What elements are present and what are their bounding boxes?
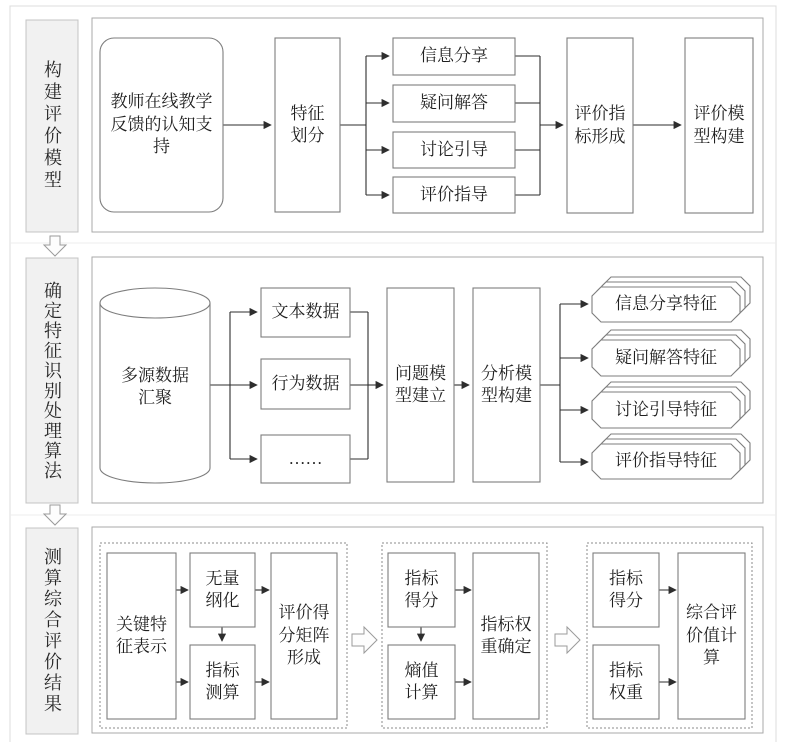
node-model-construction-label: 评价模 型构建	[693, 104, 745, 146]
node-indicator-calc-label: 指标 测算	[205, 660, 240, 702]
node-indicator-score-3-label: 指标 得分	[609, 568, 643, 610]
node-category-4-label: 评价指导	[420, 184, 488, 204]
node-problem-model-label: 问题模 型建立	[395, 363, 446, 405]
node-composite-calc-label: 综合评 价值计 算	[686, 603, 737, 668]
node-indicator-calc	[190, 645, 255, 719]
node-analysis-model-label: 分析模 型构建	[481, 363, 532, 405]
node-dimensionless-label: 无量 纲化	[205, 568, 240, 610]
node-indicator-score-3	[593, 553, 659, 627]
node-category-2	[393, 85, 515, 122]
node-dimensionless	[190, 553, 255, 627]
node-composite-calc	[678, 553, 745, 719]
node-cognitive-support-label: 教师在线教学 反馈的认知支 持	[110, 92, 213, 157]
node-feature-split-label: 特征 划分	[290, 103, 325, 145]
node-feature-card-1-label: 信息分享特征	[615, 294, 717, 314]
node-feature-card-3	[592, 382, 750, 428]
node-category-2-label: 疑问解答	[420, 93, 488, 113]
section-2-label: 确定特征识别处理算法	[42, 280, 62, 481]
node-feature-split	[275, 38, 340, 212]
down-arrow-icon-2	[44, 505, 66, 525]
node-entropy-calc	[388, 645, 455, 719]
node-entropy-calc-label: 熵值 计算	[404, 660, 439, 702]
node-category-3-label: 讨论引导	[420, 139, 488, 159]
section-2-label-box	[26, 258, 78, 503]
node-feature-card-4-label: 评价指导特征	[615, 451, 717, 471]
node-data-cylinder	[100, 288, 210, 483]
node-indicator-formation-label: 评价指 标形成	[574, 104, 626, 146]
node-problem-model	[387, 288, 454, 482]
node-behavior-data	[261, 359, 350, 409]
node-model-construction	[685, 38, 753, 213]
section-label-boxes	[26, 20, 78, 734]
node-feature-card-3-label: 讨论引导特征	[615, 399, 717, 419]
node-indicator-weight-label: 指标 权重	[609, 660, 643, 702]
down-arrow-icon-1	[44, 236, 66, 256]
node-feature-card-2	[592, 330, 750, 376]
node-indicator-formation	[567, 38, 633, 213]
section-3-label-box	[26, 528, 78, 734]
node-indicator-score-2	[388, 553, 455, 627]
node-indicator-weight	[593, 645, 659, 719]
node-category-3	[393, 132, 515, 168]
node-feature-card-2-label: 疑问解答特征	[615, 347, 717, 367]
node-feature-card-1	[592, 277, 750, 322]
node-key-feature	[107, 553, 176, 719]
node-cognitive-support	[100, 38, 223, 212]
node-category-1-label: 信息分享	[420, 46, 488, 66]
node-text-data	[261, 288, 350, 337]
node-analysis-model	[473, 288, 540, 482]
node-category-1	[393, 38, 515, 75]
node-weight-determine	[473, 553, 539, 719]
node-feature-card-4	[592, 434, 750, 479]
node-category-4	[393, 177, 515, 213]
section-1-label-box	[26, 20, 78, 232]
node-data-cylinder-label: 多源数据 汇聚	[121, 365, 189, 407]
node-weight-determine-label: 指标权 重确定	[480, 614, 532, 656]
section-1-label: 构建评价模型	[42, 60, 62, 192]
node-more-data-label: ……	[288, 448, 323, 468]
node-score-matrix-label: 评价得 分矩阵 形成	[278, 603, 330, 668]
node-indicator-score-2-label: 指标 得分	[404, 568, 439, 610]
node-score-matrix	[271, 553, 337, 719]
node-text-data-label: 文本数据	[271, 302, 340, 322]
node-more-data	[261, 435, 350, 483]
node-key-feature-label: 关键特 征表示	[116, 614, 167, 656]
node-behavior-data-label: 行为数据	[271, 373, 340, 393]
section-3-label: 测算综合评价结果	[42, 547, 62, 715]
